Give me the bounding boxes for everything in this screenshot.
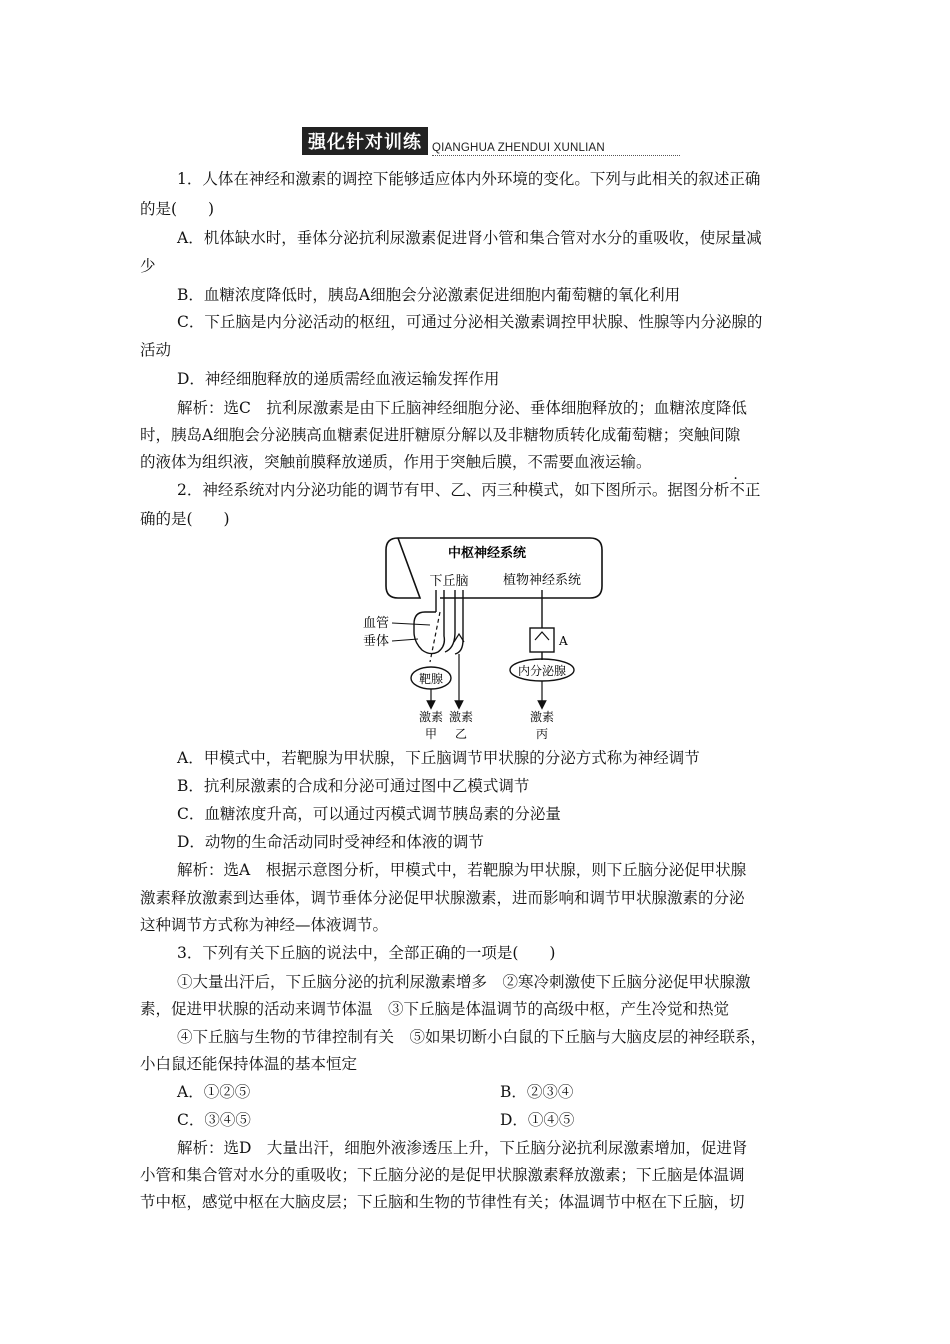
ans-label: 植物神经系统 — [502, 573, 582, 588]
q3-option-a: A．①②⑤ — [177, 1083, 251, 1101]
hormone-bing-label: 激素 — [529, 710, 555, 724]
endocrine-label: 内分泌腺 — [517, 664, 567, 678]
hormone-yi-label: 激素 — [448, 710, 474, 724]
header-dotted-rule — [432, 155, 680, 156]
target-label: 靶腺 — [418, 672, 444, 686]
q1-stem: 1．人体在神经和激素的调控下能够适应体内外环境的变化。下列与此相关的叙述正确 — [177, 170, 761, 188]
q1-option-a-cont: 少 — [140, 257, 156, 275]
synapse-a-box — [530, 628, 554, 652]
cns-box — [386, 538, 602, 598]
q3-statements-2: 素，促进甲状腺的活动来调节体温 ③下丘脑是体温调节的高级中枢，产生冷觉和热觉 — [140, 1000, 730, 1018]
q3-statements-4: 小白鼠还能保持体温的基本恒定 — [140, 1055, 358, 1073]
q1-option-a: A．机体缺水时，垂体分泌抗利尿激素促进肾小管和集合管对水分的重吸收，使尿量减 — [177, 229, 762, 247]
q3-analysis: 解析：选D 大量出汗，细胞外液渗透压上升，下丘脑分泌抗利尿激素增加，促进肾 — [177, 1139, 748, 1157]
q2-stem — [177, 480, 760, 500]
pituitary-label: 垂体 — [363, 634, 390, 649]
q1-stem-cont: 的是( ) — [140, 200, 215, 218]
q2-option-b: B．抗利尿激素的合成和分泌可通过图中乙模式调节 — [177, 777, 530, 795]
q3-analysis-3: 节中枢，感觉中枢在大脑皮层；下丘脑和生物的节律性有关；体温调节中枢在下丘脑，切 — [140, 1193, 745, 1211]
q2-analysis-3: 这种调节方式称为神经—体液调节。 — [140, 916, 389, 934]
q2-option-a: A．甲模式中，若靶腺为甲状腺，下丘脑调节甲状腺的分泌方式称为神经调节 — [177, 749, 700, 767]
q2-option-d: D．动物的生命活动同时受神经和体液的调节 — [177, 833, 484, 851]
q1-analysis-2: 时，胰岛A细胞会分泌胰高血糖素促进肝糖原分解以及非糖物质转化成葡萄糖；突触间隙 — [140, 426, 741, 444]
section-header — [302, 131, 605, 155]
q3-option-b: B．②③④ — [500, 1083, 574, 1101]
hypothalamus-label: 下丘脑 — [429, 574, 469, 589]
q1-analysis-3: 的液体为组织液，突触前膜释放递质，作用于突触后膜，不需要血液运输。 — [140, 453, 652, 471]
hormone-yi-name: 乙 — [454, 727, 468, 741]
q2-stem-a: 2．神经系统对内分泌功能的调节有甲、乙、丙三种模式，如下图所示。据图分析 — [177, 481, 730, 499]
pituitary-shape — [414, 612, 444, 654]
q2-analysis-2: 激素释放激素到达垂体，调节垂体分泌促甲状腺激素，进而影响和调节甲状腺激素的分泌 — [140, 889, 745, 907]
q2-emphasis-bu: 不 — [729, 481, 745, 499]
vessel-label: 血管 — [363, 616, 390, 631]
q2-stem-c: 正 — [744, 481, 761, 499]
target-gland — [411, 667, 451, 689]
q1-option-c: C．下丘脑是内分泌活动的枢纽，可通过分泌相关激素调控甲状腺、性腺等内分泌腺的 — [177, 313, 763, 331]
q3-stem: 3．下列有关下丘脑的说法中，全部正确的一项是( ) — [177, 944, 556, 962]
q2-stem-cont: 确的是( ) — [140, 510, 230, 528]
header-latin: QIANGHUA ZHENDUI XUNLIAN — [432, 142, 605, 154]
q3-analysis-2: 小管和集合管对水分的重吸收；下丘脑分泌的是促甲状腺激素释放激素；下丘脑是体温调 — [140, 1166, 745, 1184]
cns-label: 中枢神经系统 — [447, 546, 527, 561]
q1-option-c-cont: 活动 — [140, 341, 172, 359]
header-title: 强化针对训练 — [302, 127, 428, 155]
q1-analysis: 解析：选C 抗利尿激素是由下丘脑神经细胞分泌、垂体细胞释放的；血糖浓度降低 — [177, 399, 747, 417]
q2-option-c: C．血糖浓度升高，可以通过丙模式调节胰岛素的分泌量 — [177, 805, 561, 823]
q3-statements-1: ①大量出汗后，下丘脑分泌的抗利尿激素增多 ②寒冷刺激使下丘脑分泌促甲状腺激 — [177, 973, 751, 991]
q3-option-c: C．③④⑤ — [177, 1111, 251, 1129]
q2-analysis: 解析：选A 根据示意图分析，甲模式中，若靶腺为甲状腺，则下丘脑分泌促甲状腺 — [177, 861, 747, 879]
hormone-jia-label: 激素 — [418, 710, 444, 724]
synapse-a-label: A — [559, 634, 568, 648]
q1-option-b: B．血糖浓度降低时，胰岛A细胞会分泌激素促进细胞内葡萄糖的氧化利用 — [177, 286, 681, 304]
endocrine-gland — [510, 659, 574, 681]
hormone-jia-name: 甲 — [424, 727, 438, 741]
q1-option-d: D．神经细胞释放的递质需经血液运输发挥作用 — [177, 370, 500, 388]
q3-option-d: D．①④⑤ — [500, 1111, 575, 1129]
q3-statements-3: ④下丘脑与生物的节律控制有关 ⑤如果切断小白鼠的下丘脑与大脑皮层的神经联系， — [177, 1028, 767, 1046]
hormone-bing-name: 丙 — [535, 727, 549, 741]
